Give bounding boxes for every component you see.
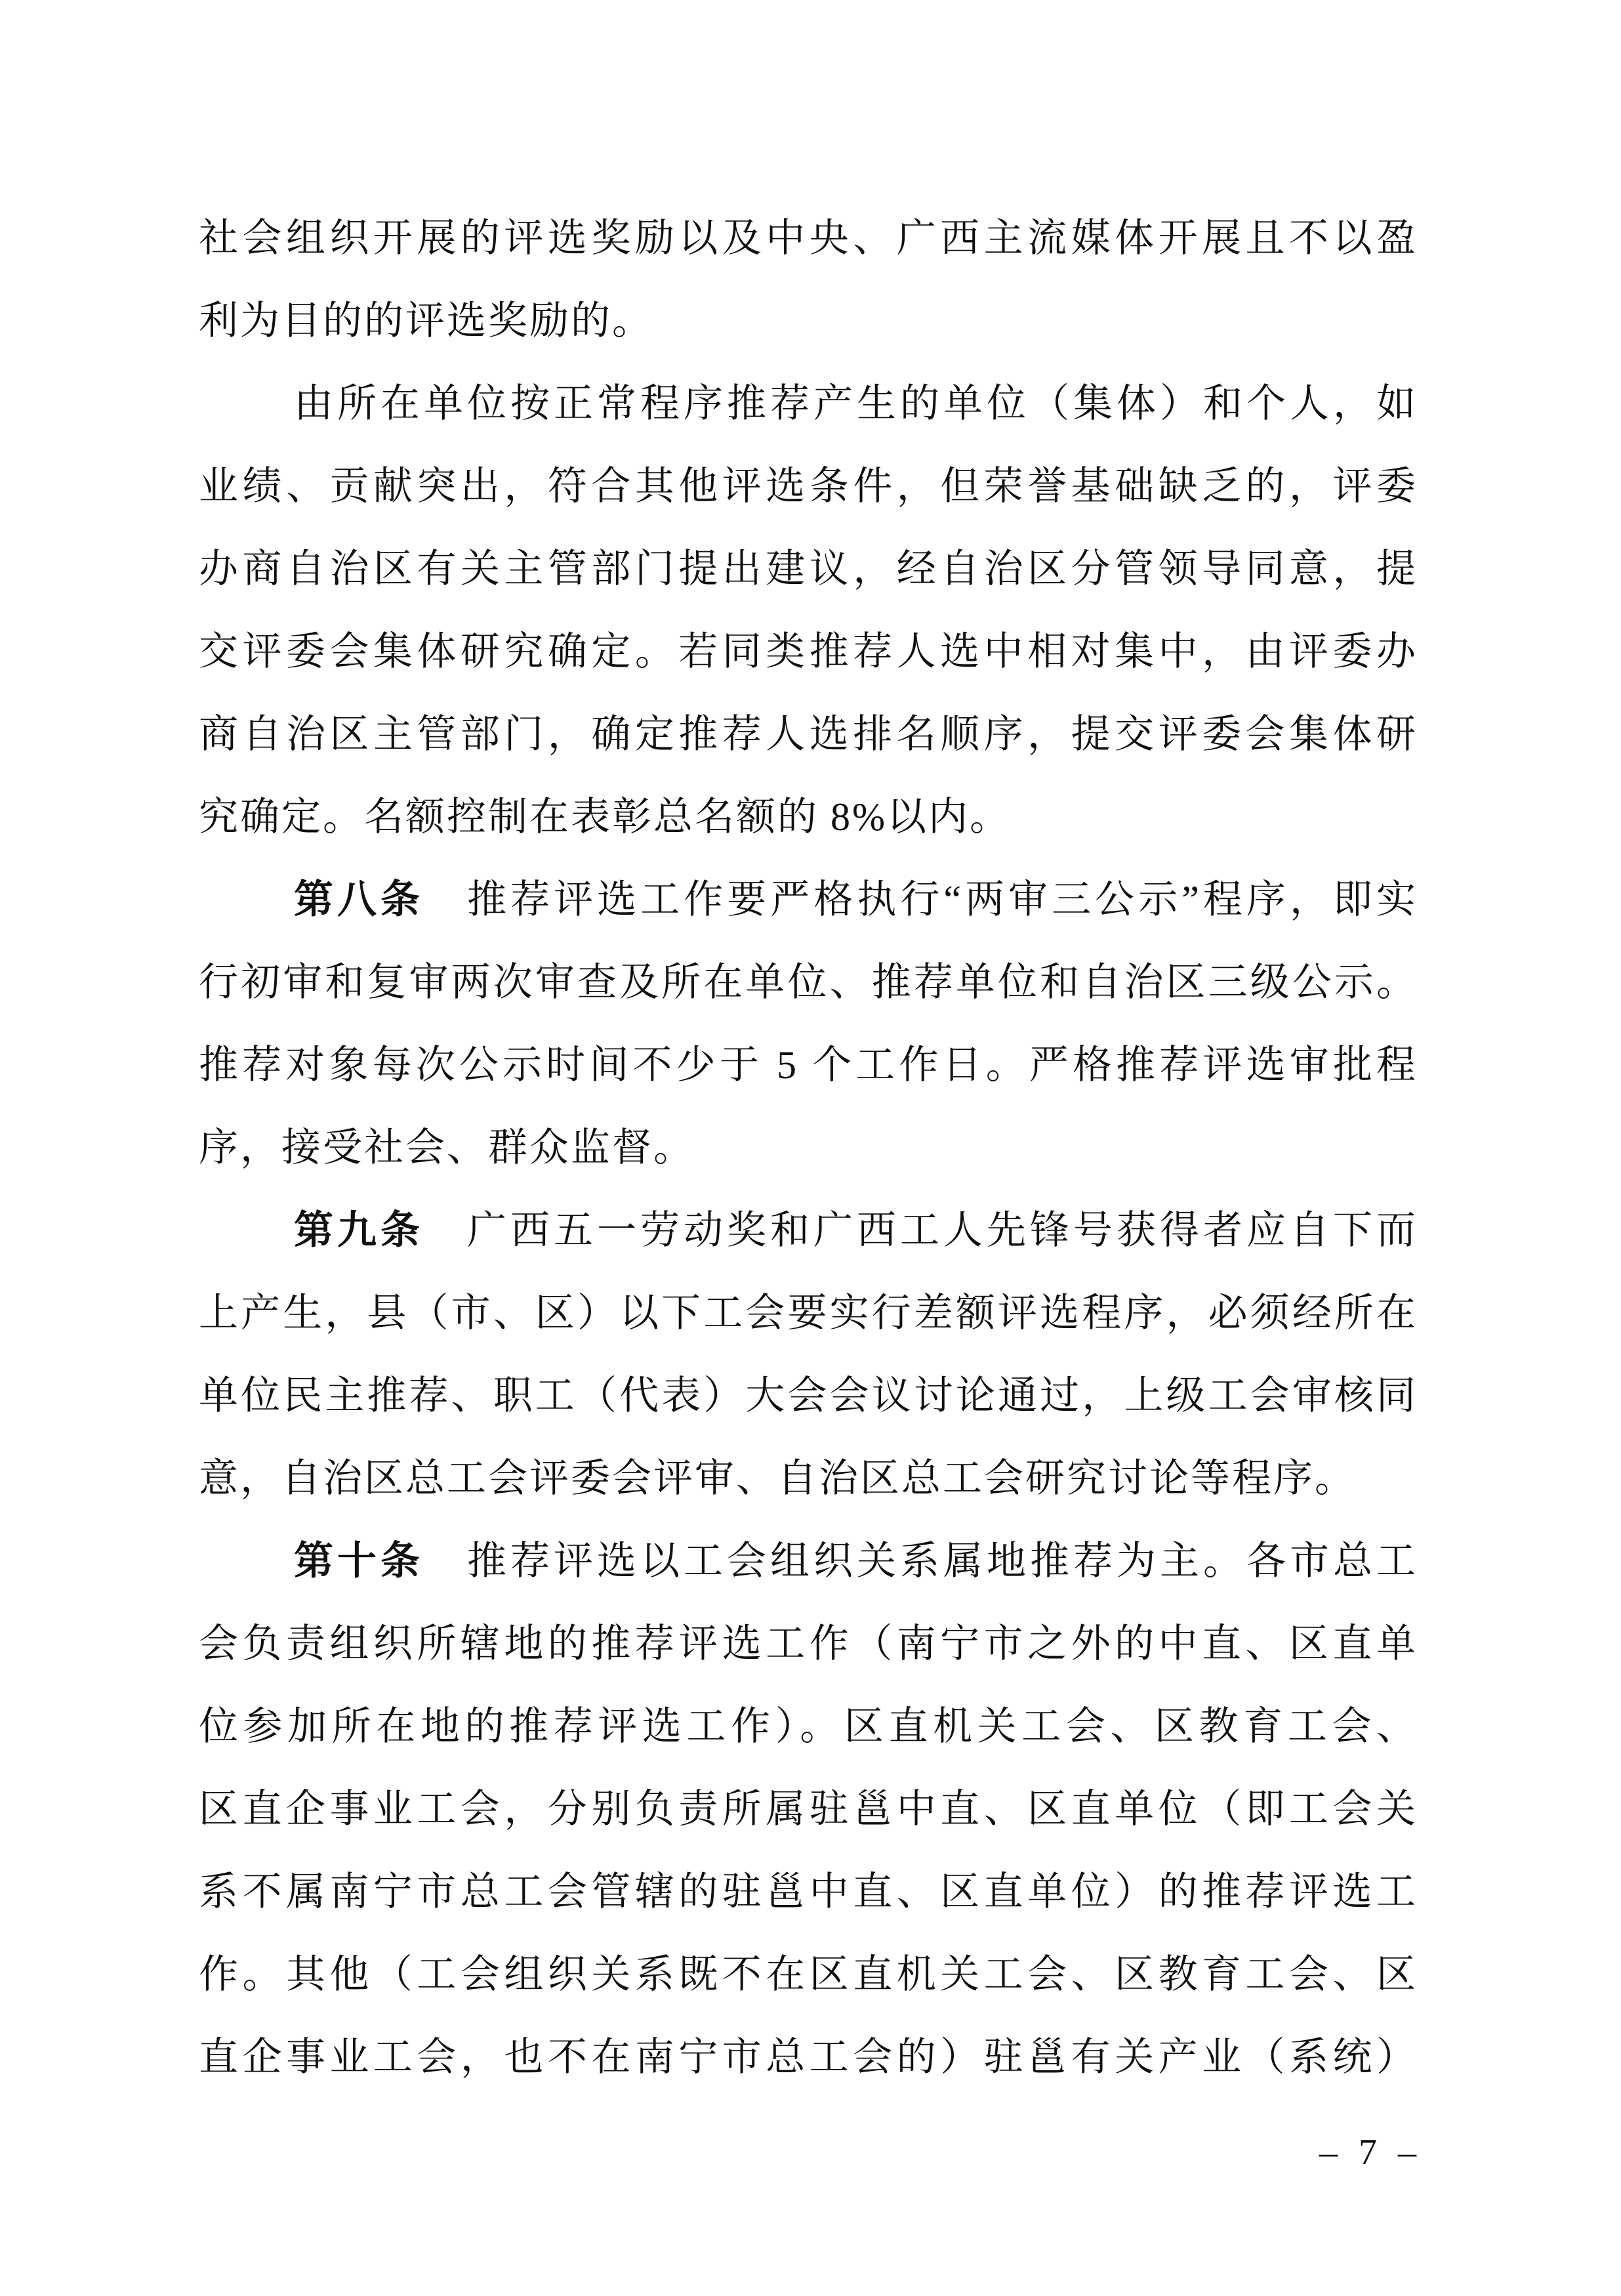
text-line: 系不属南宁市总工会管辖的驻邕中直、区直单位）的推荐评选工 bbox=[199, 1870, 1418, 1913]
text-line: 商自治区主管部门，确定推荐人选排名顺序，提交评委会集体研 bbox=[199, 713, 1418, 756]
text-line: 办商自治区有关主管部门提出建议，经自治区分管领导同意，提 bbox=[199, 547, 1418, 591]
page-number: – 7 – bbox=[1319, 2132, 1418, 2173]
document-body bbox=[199, 197, 1418, 2098]
article-number-label: 第八条 bbox=[294, 878, 424, 921]
text-line: 第九条 广西五一劳动奖和广西工人先锋号获得者应自下而 bbox=[294, 1209, 1418, 1252]
text-line: 意，自治区总工会评委会评审、自治区总工会研究讨论等程序。 bbox=[199, 1457, 1356, 1500]
text-line: 第八条 推荐评选工作要严格执行“两审三公示”程序，即实 bbox=[294, 878, 1418, 921]
text-line: 单位民主推荐、职工（代表）大会会议讨论通过，上级工会审核同 bbox=[199, 1374, 1418, 1417]
text-line: 行初审和复审两次审查及所在单位、推荐单位和自治区三级公示。 bbox=[199, 961, 1418, 1004]
text-line: 第十条 推荐评选以工会组织关系属地推荐为主。各市总工 bbox=[294, 1539, 1418, 1583]
text-line: 直企事业工会，也不在南宁市总工会的）驻邕有关产业（系统） bbox=[199, 2035, 1418, 2079]
text-line: 区直企事业工会，分别负责所属驻邕中直、区直单位（即工会关 bbox=[199, 1787, 1418, 1831]
article-number-label: 第十条 bbox=[294, 1539, 424, 1583]
text-line: 推荐对象每次公示时间不少于 5 个工作日。严格推荐评选审批程 bbox=[199, 1043, 1418, 1087]
text-line: 序，接受社会、群众监督。 bbox=[199, 1126, 695, 1169]
text-line: 社会组织开展的评选奖励以及中央、广西主流媒体开展且不以盈 bbox=[199, 217, 1418, 260]
text-line: 利为目的的评选奖励的。 bbox=[199, 299, 653, 343]
article-number-label: 第九条 bbox=[294, 1209, 424, 1252]
text-line: 业绩、贡献突出，符合其他评选条件，但荣誉基础缺乏的，评委 bbox=[199, 465, 1418, 508]
text-line: 会负责组织所辖地的推荐评选工作（南宁市之外的中直、区直单 bbox=[199, 1622, 1418, 1665]
text-line: 交评委会集体研究确定。若同类推荐人选中相对集中，由评委办 bbox=[199, 630, 1418, 673]
text-line: 上产生，县（市、区）以下工会要实行差额评选程序，必须经所在 bbox=[199, 1291, 1418, 1335]
text-line: 究确定。名额控制在表彰总名额的 8%以内。 bbox=[199, 795, 1011, 839]
text-line: 作。其他（工会组织关系既不在区直机关工会、区教育工会、区 bbox=[199, 1953, 1418, 1996]
text-line: 由所在单位按正常程序推荐产生的单位（集体）和个人，如 bbox=[294, 382, 1418, 425]
text-line: 位参加所在地的推荐评选工作）。区直机关工会、区教育工会、 bbox=[199, 1705, 1418, 1748]
